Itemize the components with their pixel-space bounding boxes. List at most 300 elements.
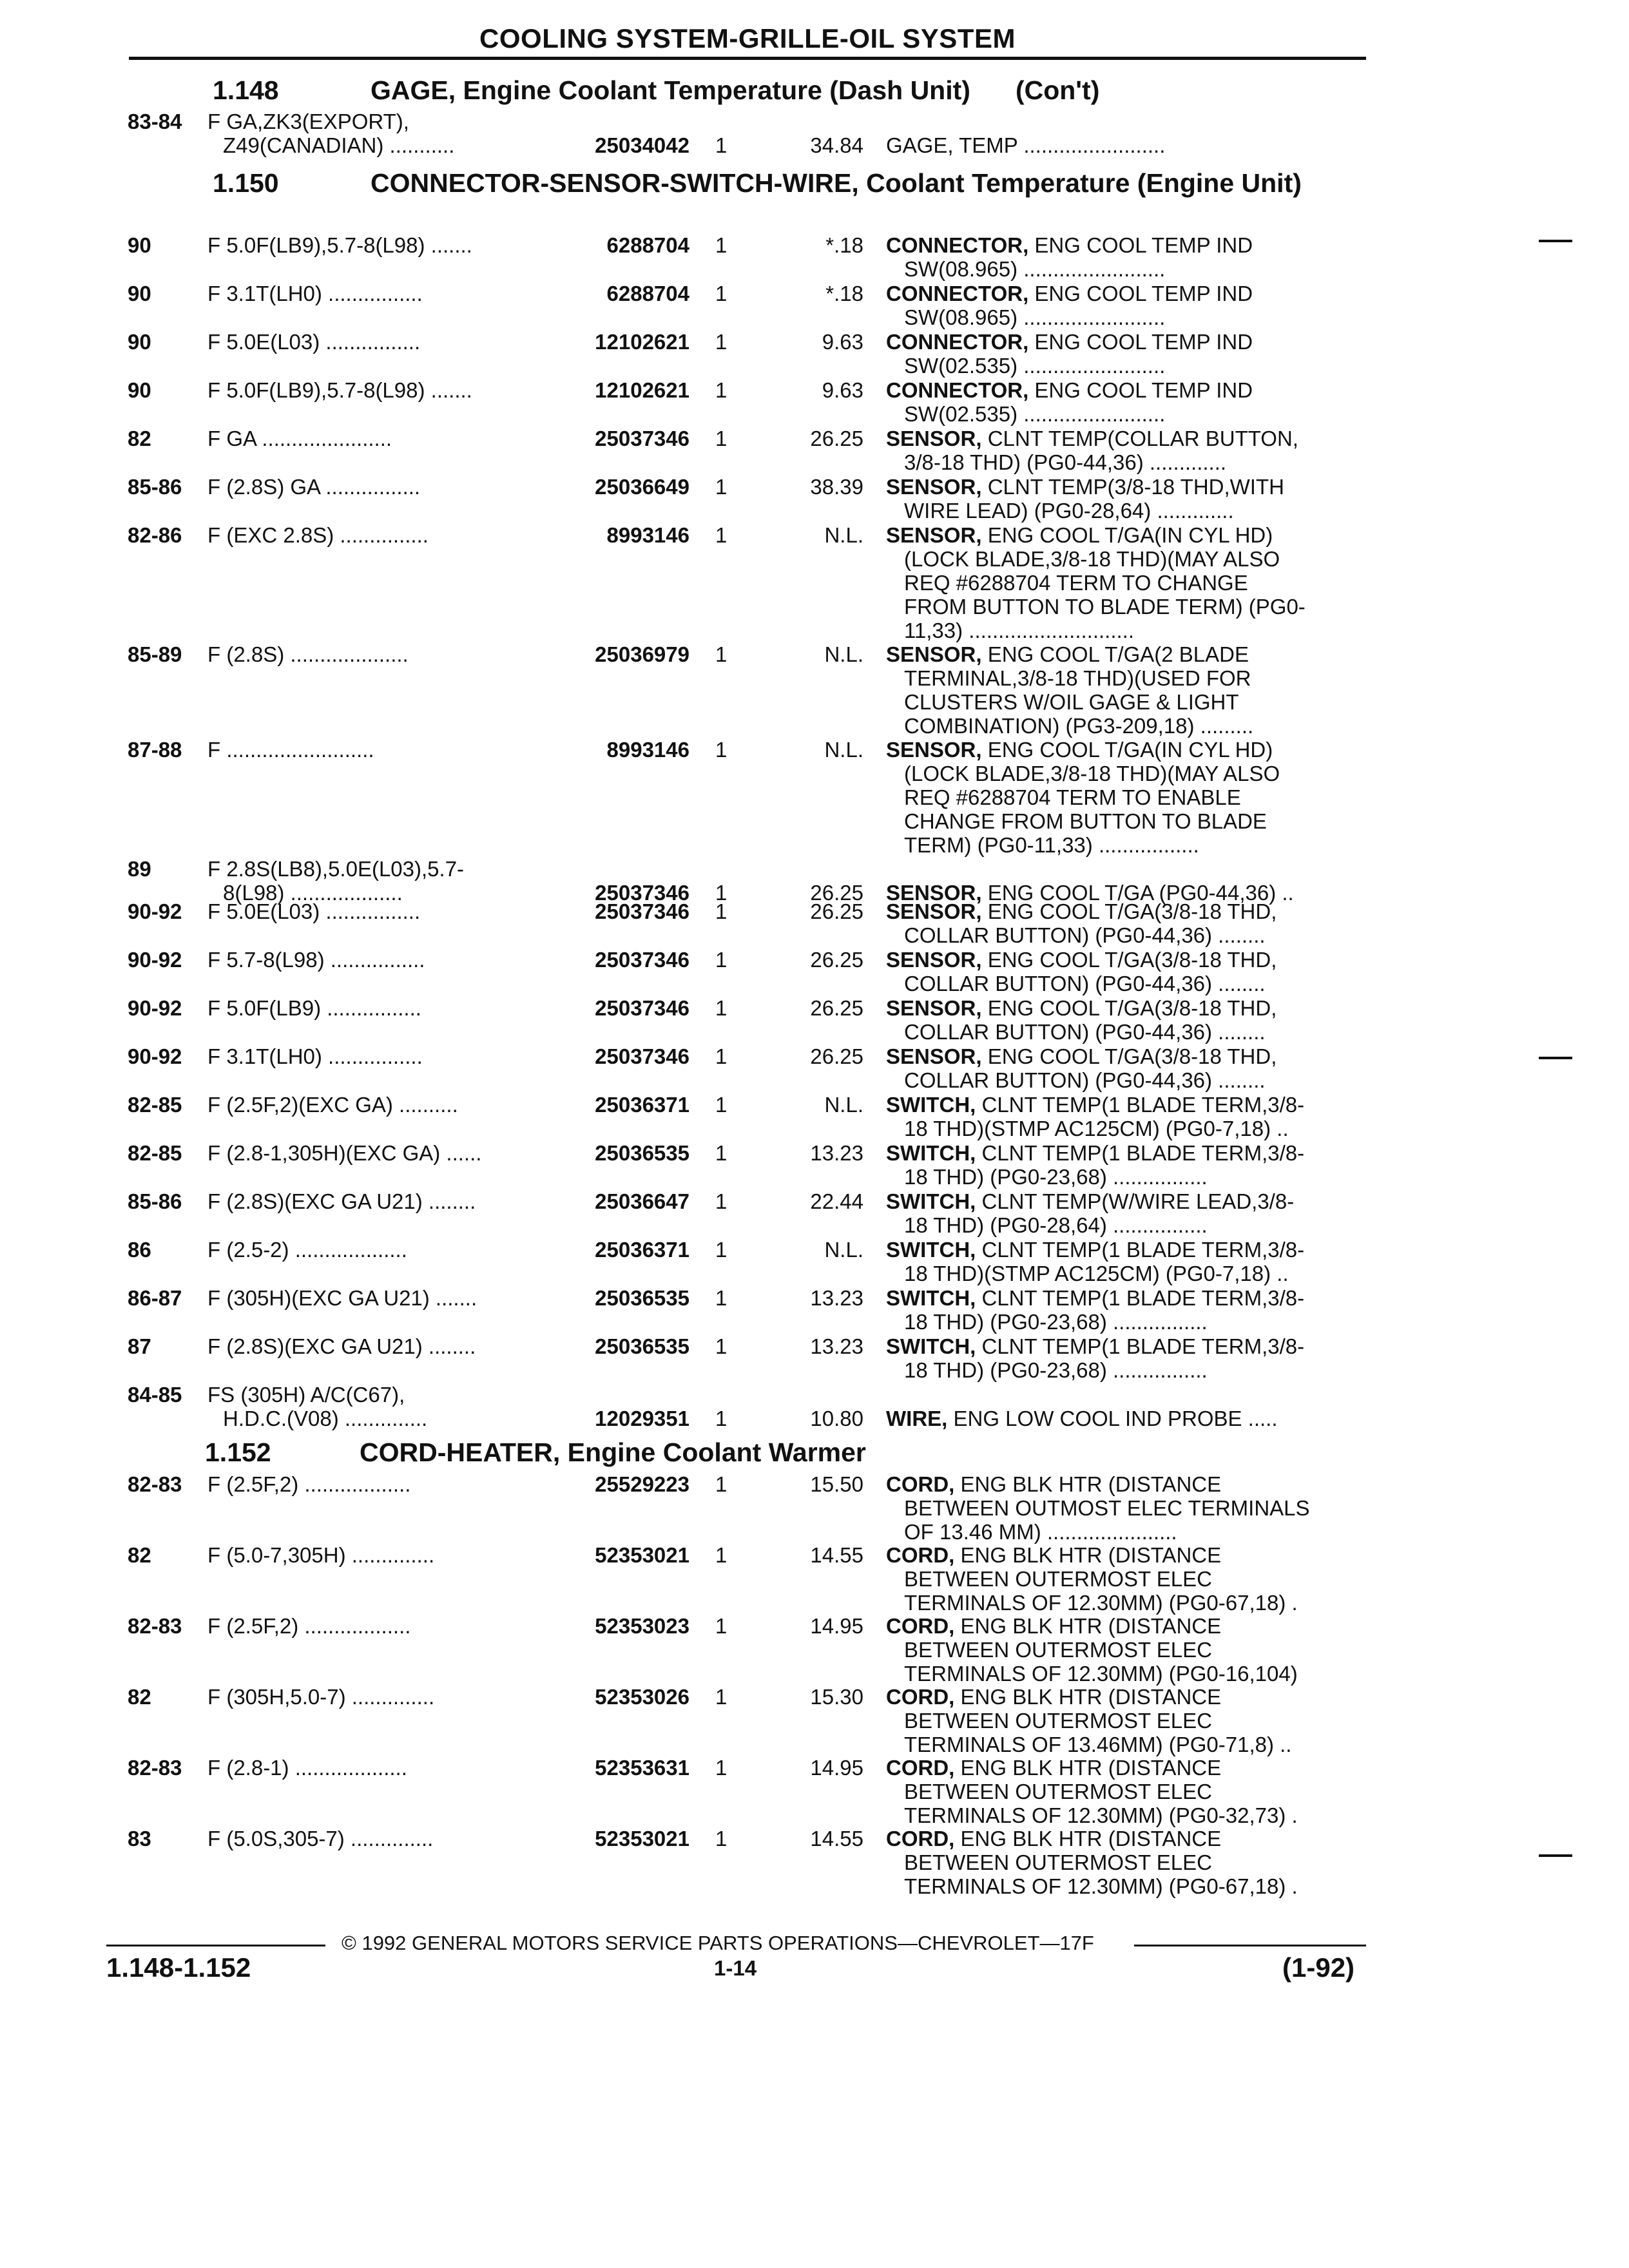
part-description <box>886 1543 1366 1615</box>
description-text: BETWEEN OUTMOST ELEC TERMINALS <box>904 1496 1310 1520</box>
quantity: 1 <box>715 899 728 923</box>
description-text: ENG COOL T/GA(3/8-18 THD, <box>981 1044 1277 1068</box>
quantity: 1 <box>715 1472 728 1496</box>
description-text: BETWEEN OUTERMOST ELEC <box>904 1780 1212 1803</box>
price: 14.95 <box>810 1614 863 1638</box>
quantity: 1 <box>715 1334 728 1358</box>
usage-code <box>207 1238 555 1262</box>
usage-line: F (2.5F,2) .................. <box>207 1472 411 1496</box>
part-description <box>886 899 1366 947</box>
usage-line: F 3.1T(LH0) ................ <box>207 1044 423 1068</box>
description-line <box>886 1520 1366 1544</box>
price: N.L. <box>824 523 863 547</box>
margin-mark <box>1539 1057 1572 1059</box>
price: 26.25 <box>810 996 863 1020</box>
part-number: 25036979 <box>595 642 689 666</box>
part-name: SENSOR, <box>886 738 982 762</box>
part-name: SENSOR, <box>886 948 982 972</box>
model-year: 87 <box>128 1334 151 1358</box>
part-name: SENSOR, <box>886 475 982 499</box>
usage-code <box>207 899 555 923</box>
description-text: 18 THD) (PG0-23,68) ................ <box>904 1165 1208 1189</box>
part-description <box>886 1334 1366 1382</box>
part-name: CONNECTOR, <box>886 330 1029 354</box>
part-name: CONNECTOR, <box>886 233 1029 257</box>
part-description <box>886 996 1366 1044</box>
description-line <box>886 714 1366 738</box>
usage-code <box>207 1093 555 1117</box>
description-line <box>886 1685 1366 1709</box>
usage-line: F (2.8-1) ................... <box>207 1756 407 1780</box>
quantity: 1 <box>715 1756 728 1780</box>
description-line <box>886 133 1366 157</box>
description-line <box>886 1117 1366 1140</box>
part-description <box>886 282 1366 329</box>
price: 26.25 <box>810 1044 863 1068</box>
part-name: CONNECTOR, <box>886 378 1029 402</box>
usage-code <box>207 1141 555 1165</box>
part-description <box>886 133 1366 157</box>
description-line <box>886 785 1366 809</box>
part-name: CORD, <box>886 1685 955 1709</box>
usage-line: F (EXC 2.8S) ............... <box>207 523 429 547</box>
part-description <box>886 1189 1366 1237</box>
description-line <box>886 475 1366 499</box>
quantity: 1 <box>715 1407 728 1430</box>
price: 26.25 <box>810 427 863 450</box>
description-text: CLNT TEMP(1 BLADE TERM,3/8- <box>976 1093 1305 1117</box>
section-title: CORD-HEATER, Engine Coolant Warmer <box>360 1437 866 1467</box>
part-name: SENSOR, <box>886 523 982 547</box>
description-text: REQ #6288704 TERM TO ENABLE <box>904 785 1241 809</box>
description-text: SW(08.965) ........................ <box>904 257 1166 281</box>
description-line <box>886 1238 1366 1262</box>
model-year: 90-92 <box>128 948 182 972</box>
price: 15.30 <box>810 1685 863 1709</box>
part-number: 6288704 <box>606 233 689 257</box>
usage-code <box>207 996 555 1020</box>
description-text: TERMINALS OF 12.30MM) (PG0-16,104) <box>904 1662 1298 1686</box>
description-text: 18 THD) (PG0-23,68) ................ <box>904 1310 1208 1334</box>
description-text: BETWEEN OUTERMOST ELEC <box>904 1850 1212 1874</box>
model-year: 85-86 <box>128 1189 182 1213</box>
description-line <box>886 738 1366 762</box>
section-number: 1.152 <box>205 1437 271 1467</box>
description-text: SW(08.965) ........................ <box>904 305 1166 329</box>
usage-line: F GA ...................... <box>207 427 392 450</box>
part-number: 25036371 <box>595 1093 689 1117</box>
usage-line: F 5.7-8(L98) ................ <box>207 948 425 972</box>
part-description <box>886 378 1366 426</box>
description-text: (LOCK BLADE,3/8-18 THD)(MAY ALSO <box>904 762 1280 785</box>
description-text: ENG COOL T/GA (PG0-44,36) .. <box>981 881 1294 905</box>
description-text: ENG COOL T/GA(IN CYL HD) <box>981 523 1273 547</box>
part-name: SENSOR, <box>886 996 982 1020</box>
section-title: CONNECTOR-SENSOR-SWITCH-WIRE, Coolant Temperature (Engine Unit) <box>371 168 1302 198</box>
part-number: 8993146 <box>606 523 689 547</box>
description-line <box>886 948 1366 972</box>
description-text: COLLAR BUTTON) (PG0-44,36) ........ <box>904 923 1266 947</box>
description-text: 11,33) ............................ <box>904 619 1135 642</box>
part-description <box>886 1238 1366 1285</box>
quantity: 1 <box>715 1044 728 1068</box>
description-text: ENG COOL TEMP IND <box>1028 282 1253 305</box>
part-description <box>886 1141 1366 1189</box>
description-text: CHANGE FROM BUTTON TO BLADE <box>904 809 1267 833</box>
description-text: 18 THD) (PG0-23,68) ................ <box>904 1358 1208 1382</box>
description-text: ENG COOL T/GA(2 BLADE <box>981 642 1249 666</box>
copyright-notice: © 1992 GENERAL MOTORS SERVICE PARTS OPERATIONS—CHEVROLET—17F <box>342 1932 1094 1954</box>
usage-code <box>207 523 555 547</box>
usage-code <box>207 1044 555 1068</box>
description-text: REQ #6288704 TERM TO CHANGE <box>904 571 1248 595</box>
description-line <box>886 1756 1366 1780</box>
price: *.18 <box>825 233 863 257</box>
model-year: 84-85 <box>128 1383 182 1407</box>
model-year: 82 <box>128 1543 151 1567</box>
model-year: 82-85 <box>128 1093 182 1117</box>
price: N.L. <box>824 738 863 762</box>
description-line <box>886 619 1366 642</box>
description-text: CLUSTERS W/OIL GAGE & LIGHT <box>904 690 1239 714</box>
price: N.L. <box>824 1238 863 1262</box>
usage-line: F (2.8S)(EXC GA U21) ........ <box>207 1334 476 1358</box>
usage-code <box>207 1189 555 1213</box>
description-text: COMBINATION) (PG3-209,18) ......... <box>904 714 1254 738</box>
quantity: 1 <box>715 1685 728 1709</box>
usage-code <box>207 233 555 257</box>
description-line <box>886 1262 1366 1285</box>
price: 13.23 <box>810 1141 863 1165</box>
model-year: 90 <box>128 330 151 354</box>
quantity: 1 <box>715 475 728 499</box>
description-line <box>886 1358 1366 1382</box>
description-text: ENG COOL T/GA(IN CYL HD) <box>981 738 1273 762</box>
description-text: TERMINALS OF 12.30MM) (PG0-32,73) . <box>904 1803 1298 1827</box>
model-year: 83 <box>128 1827 151 1850</box>
part-number: 6288704 <box>606 282 689 305</box>
description-text: ENG BLK HTR (DISTANCE <box>954 1756 1222 1780</box>
description-line <box>886 1189 1366 1213</box>
description-line <box>886 666 1366 690</box>
quantity: 1 <box>715 948 728 972</box>
usage-line: F (2.5F,2)(EXC GA) .......... <box>207 1093 458 1117</box>
description-line <box>886 899 1366 923</box>
usage-code <box>207 1685 555 1709</box>
description-line <box>886 762 1366 785</box>
part-description <box>886 1407 1366 1430</box>
usage-line: F (5.0-7,305H) .............. <box>207 1543 435 1567</box>
part-description <box>886 642 1366 738</box>
description-text: BETWEEN OUTERMOST ELEC <box>904 1709 1212 1733</box>
part-number: 25036535 <box>595 1141 689 1165</box>
description-line <box>886 1733 1366 1756</box>
part-description <box>886 1286 1366 1334</box>
description-text: ENG COOL T/GA(3/8-18 THD, <box>981 899 1277 923</box>
price: N.L. <box>824 1093 863 1117</box>
quantity: 1 <box>715 233 728 257</box>
description-line <box>886 402 1366 426</box>
usage-code <box>207 1827 555 1850</box>
description-line <box>886 571 1366 595</box>
quantity: 1 <box>715 1827 728 1850</box>
page-title: COOLING SYSTEM-GRILLE-OIL SYSTEM <box>479 23 1016 53</box>
usage-line: 8(L98) ................... <box>223 881 403 905</box>
model-year: 86 <box>128 1238 151 1262</box>
model-year: 82-83 <box>128 1756 182 1780</box>
usage-line: F (2.8S)(EXC GA U21) ........ <box>207 1189 476 1213</box>
revision-date: (1-92) <box>1282 1952 1355 1983</box>
part-name: SENSOR, <box>886 881 982 905</box>
usage-code <box>207 330 555 354</box>
description-text: ENG COOL TEMP IND <box>1028 233 1253 257</box>
part-description <box>886 330 1366 378</box>
description-text: ENG BLK HTR (DISTANCE <box>954 1685 1222 1709</box>
usage-line: F 2.8S(LB8),5.0E(L03),5.7- <box>207 857 465 881</box>
description-line <box>886 1093 1366 1117</box>
price: 13.23 <box>810 1334 863 1358</box>
description-line <box>886 1334 1366 1358</box>
description-text: 18 THD)(STMP AC125CM) (PG0-7,18) .. <box>904 1117 1289 1140</box>
description-text: OF 13.46 MM) ...................... <box>904 1520 1177 1544</box>
model-year: 87-88 <box>128 738 182 762</box>
quantity: 1 <box>715 642 728 666</box>
description-line <box>886 996 1366 1020</box>
quantity: 1 <box>715 996 728 1020</box>
description-text: ENG COOL T/GA(3/8-18 THD, <box>981 948 1277 972</box>
description-text: 3/8-18 THD) (PG0-44,36) ............. <box>904 450 1227 474</box>
part-number: 52353631 <box>595 1756 689 1780</box>
price: 15.50 <box>810 1472 863 1496</box>
description-text: TERMINALS OF 12.30MM) (PG0-67,18) . <box>904 1874 1298 1898</box>
part-description <box>886 1044 1366 1092</box>
description-text: CLNT TEMP(1 BLADE TERM,3/8- <box>976 1238 1305 1262</box>
part-number: 25036647 <box>595 1189 689 1213</box>
description-text: COLLAR BUTTON) (PG0-44,36) ........ <box>904 972 1266 995</box>
part-name: CORD, <box>886 1756 955 1780</box>
price: 10.80 <box>810 1407 863 1430</box>
quantity: 1 <box>715 1614 728 1638</box>
part-name: WIRE, <box>886 1407 948 1430</box>
section-number: 1.150 <box>213 168 279 198</box>
usage-code <box>207 427 555 450</box>
model-year: 85-86 <box>128 475 182 499</box>
description-text: CLNT TEMP(1 BLADE TERM,3/8- <box>976 1334 1305 1358</box>
price: 9.63 <box>822 378 863 402</box>
description-line <box>886 1068 1366 1092</box>
description-text: CLNT TEMP(COLLAR BUTTON, <box>981 427 1298 450</box>
price: 9.63 <box>822 330 863 354</box>
description-text: COLLAR BUTTON) (PG0-44,36) ........ <box>904 1020 1266 1044</box>
usage-code <box>207 1383 555 1430</box>
model-year: 82-86 <box>128 523 182 547</box>
part-number: 25034042 <box>595 133 689 157</box>
description-line <box>886 923 1366 947</box>
usage-code <box>207 642 555 666</box>
description-text: CLNT TEMP(3/8-18 THD,WITH <box>981 475 1284 499</box>
model-year: 90 <box>128 233 151 257</box>
description-line <box>886 354 1366 378</box>
model-year: 82-85 <box>128 1141 182 1165</box>
description-line <box>886 1141 1366 1165</box>
description-line <box>886 450 1366 474</box>
description-line <box>886 378 1366 402</box>
price: 34.84 <box>810 133 863 157</box>
footer-rule <box>106 1945 325 1946</box>
part-name: CONNECTOR, <box>886 282 1029 305</box>
price: 14.55 <box>810 1827 863 1850</box>
description-line <box>886 972 1366 995</box>
part-description <box>886 1614 1366 1686</box>
description-line <box>886 809 1366 833</box>
description-line <box>886 1662 1366 1686</box>
usage-line: F 5.0F(LB9),5.7-8(L98) ....... <box>207 233 472 257</box>
part-number: 52353026 <box>595 1685 689 1709</box>
usage-line: F (5.0S,305-7) .............. <box>207 1827 434 1850</box>
continued-label: (Con't) <box>1015 75 1100 105</box>
section-range: 1.148-1.152 <box>106 1952 251 1983</box>
page-number: 1-14 <box>714 1956 757 1980</box>
part-number: 25037346 <box>595 1044 689 1068</box>
description-line <box>886 1020 1366 1044</box>
usage-line: F (305H,5.0-7) .............. <box>207 1685 435 1709</box>
page-header <box>129 23 1366 60</box>
description-text: SW(02.535) ........................ <box>904 354 1166 378</box>
part-name: SENSOR, <box>886 899 982 923</box>
usage-code <box>207 738 555 762</box>
quantity: 1 <box>715 427 728 450</box>
part-number: 25037346 <box>595 427 689 450</box>
description-text: ENG COOL TEMP IND <box>1028 378 1253 402</box>
part-description <box>886 427 1366 474</box>
description-text: TERMINALS OF 13.46MM) (PG0-71,8) .. <box>904 1733 1292 1756</box>
description-line <box>886 1591 1366 1615</box>
part-number: 25037346 <box>595 899 689 923</box>
description-text: FROM BUTTON TO BLADE TERM) (PG0- <box>904 595 1306 619</box>
description-line <box>886 1827 1366 1850</box>
description-text: 18 THD) (PG0-28,64) ................ <box>904 1213 1208 1237</box>
part-number: 12102621 <box>595 330 689 354</box>
quantity: 1 <box>715 523 728 547</box>
price: 26.25 <box>810 899 863 923</box>
price: 14.95 <box>810 1756 863 1780</box>
description-line <box>886 1614 1366 1638</box>
part-number: 25036371 <box>595 1238 689 1262</box>
quantity: 1 <box>715 282 728 305</box>
part-number: 12029351 <box>595 1407 689 1430</box>
usage-line: H.D.C.(V08) .............. <box>223 1407 428 1430</box>
description-text: CLNT TEMP(1 BLADE TERM,3/8- <box>976 1286 1305 1310</box>
price: *.18 <box>825 282 863 305</box>
price: 22.44 <box>810 1189 863 1213</box>
model-year: 90 <box>128 282 151 305</box>
quantity: 1 <box>715 1189 728 1213</box>
part-number: 25037346 <box>595 881 689 905</box>
description-text: CLNT TEMP(1 BLADE TERM,3/8- <box>976 1141 1305 1165</box>
part-name: SWITCH, <box>886 1286 976 1310</box>
description-text: ENG LOW COOL IND PROBE ..... <box>947 1407 1278 1430</box>
description-text: ENG COOL T/GA(3/8-18 THD, <box>981 996 1277 1020</box>
description-text: GAGE, TEMP ........................ <box>886 133 1166 157</box>
description-line <box>886 499 1366 523</box>
description-line <box>886 690 1366 714</box>
usage-line: F (2.5-2) ................... <box>207 1238 407 1262</box>
part-description <box>886 233 1366 281</box>
part-number: 52353023 <box>595 1614 689 1638</box>
quantity: 1 <box>715 133 728 157</box>
usage-line: F ......................... <box>207 738 374 762</box>
description-line <box>886 1286 1366 1310</box>
price: 26.25 <box>810 881 863 905</box>
part-name: SWITCH, <box>886 1093 976 1117</box>
description-text: COLLAR BUTTON) (PG0-44,36) ........ <box>904 1068 1266 1092</box>
section-number: 1.148 <box>213 75 279 105</box>
quantity: 1 <box>715 1286 728 1310</box>
usage-code <box>207 948 555 972</box>
part-number: 8993146 <box>606 738 689 762</box>
model-year: 86-87 <box>128 1286 182 1310</box>
description-text: ENG BLK HTR (DISTANCE <box>954 1827 1222 1850</box>
price: 26.25 <box>810 948 863 972</box>
usage-code <box>207 378 555 402</box>
usage-code <box>207 1756 555 1780</box>
description-text: BETWEEN OUTERMOST ELEC <box>904 1567 1212 1591</box>
description-line <box>886 305 1366 329</box>
description-line <box>886 233 1366 257</box>
model-year: 85-89 <box>128 642 182 666</box>
part-name: SENSOR, <box>886 1044 982 1068</box>
part-name: SWITCH, <box>886 1189 976 1213</box>
part-name: CORD, <box>886 1827 955 1850</box>
model-year: 90-92 <box>128 1044 182 1068</box>
model-year: 90-92 <box>128 996 182 1020</box>
description-line <box>886 1874 1366 1898</box>
part-description <box>886 475 1366 523</box>
description-text: ENG BLK HTR (DISTANCE <box>954 1543 1222 1567</box>
quantity: 1 <box>715 881 728 905</box>
part-number: 25529223 <box>595 1472 689 1496</box>
usage-code <box>207 475 555 499</box>
description-line <box>886 1213 1366 1237</box>
usage-code <box>207 282 555 305</box>
price: 38.39 <box>810 475 863 499</box>
margin-mark <box>1539 1854 1572 1857</box>
model-year: 82 <box>128 1685 151 1709</box>
description-line <box>886 427 1366 450</box>
description-line <box>886 1407 1366 1430</box>
description-text: TERM) (PG0-11,33) ................. <box>904 833 1199 857</box>
description-line <box>886 547 1366 571</box>
part-number: 25036535 <box>595 1334 689 1358</box>
price: 14.55 <box>810 1543 863 1567</box>
usage-line: F (2.5F,2) .................. <box>207 1614 411 1638</box>
usage-line: F GA,ZK3(EXPORT), <box>207 110 409 133</box>
quantity: 1 <box>715 378 728 402</box>
usage-line: FS (305H) A/C(C67), <box>207 1383 405 1407</box>
price: 13.23 <box>810 1286 863 1310</box>
usage-line: F (2.8S) GA ................ <box>207 475 421 499</box>
description-line <box>886 1543 1366 1567</box>
quantity: 1 <box>715 1238 728 1262</box>
part-number: 12102621 <box>595 378 689 402</box>
part-name: CORD, <box>886 1472 955 1496</box>
part-name: CORD, <box>886 1614 955 1638</box>
part-name: SWITCH, <box>886 1238 976 1262</box>
part-description <box>886 523 1366 642</box>
description-text: ENG BLK HTR (DISTANCE <box>954 1614 1222 1638</box>
part-description <box>886 1756 1366 1827</box>
usage-line: F 5.0F(LB9) ................ <box>207 996 421 1020</box>
